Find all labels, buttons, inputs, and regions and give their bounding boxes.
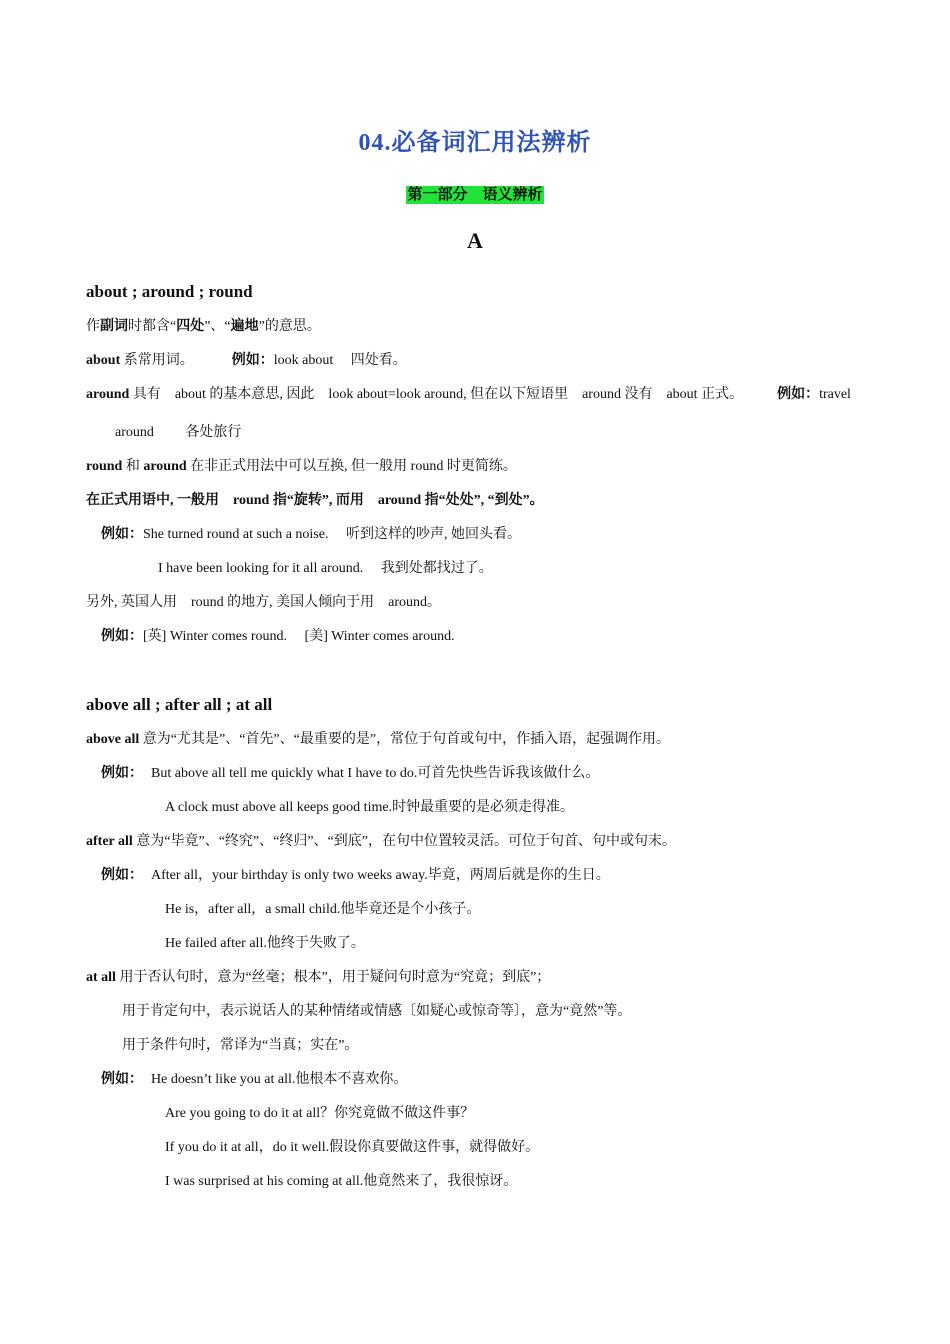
- example: 例如： After all，your birthday is only two weeks away.毕竟，两周后就是你的生日。: [101, 868, 610, 883]
- paragraph: about 系常用词。 例如：look about 四处看。: [86, 353, 407, 368]
- paragraph: 在正式用语中, 一般用 round 指“旋转”, 而用 around 指“处处”, “到处”。: [86, 493, 544, 508]
- example: He failed after all.他终于失败了。: [165, 936, 365, 951]
- letter-heading: A: [467, 228, 483, 253]
- document-title: 04.必备词汇用法辨析: [358, 130, 592, 156]
- paragraph: around 具有 about 的基本意思, 因此 look about=look around, 但在以下短语里 around 没有 about 正式。 例如：travel: [86, 387, 851, 402]
- paragraph: round 和 around 在非正式用法中可以互换, 但一般用 round 时更简练。: [86, 459, 517, 474]
- example: 例如：[英] Winter comes round. [美] Winter comes around.: [101, 629, 455, 644]
- example: I have been looking for it all around. 我到处都找过了。: [158, 561, 493, 576]
- section-heading-above-all: above all ; after all ; at all: [86, 695, 273, 714]
- paragraph: around 各处旅行: [115, 425, 242, 440]
- example: He is，after all，a small child.他毕竟还是个小孩子。: [165, 902, 481, 917]
- example: 例如：She turned round at such a noise. 听到这样的吵声, 她回头看。: [101, 527, 521, 542]
- part-heading: [0, 183, 950, 204]
- example: I was surprised at his coming at all.他竟然来了，我很惊讶。: [165, 1174, 518, 1189]
- part-heading-highlight: 第一部分 语义辨析: [407, 187, 543, 203]
- paragraph: above all 意为“尤其是”、“首先”、“最重要的是”，常位于句首或句中，作插入语，起强调作用。: [86, 732, 671, 747]
- paragraph: after all 意为“毕竟”、“终究”、“终归”、“到底”，在句中位置较灵活。可位于句首、句中或句末。: [86, 834, 676, 849]
- example: If you do it at all，do it well.假设你真要做这件事，就得做好。: [165, 1140, 540, 1155]
- example: 例如： He doesn’t like you at all.他根本不喜欢你。: [101, 1072, 408, 1087]
- section-heading-about: about ; around ; round: [86, 282, 253, 301]
- paragraph: at all 用于否认句时，意为“丝毫；根本”，用于疑问句时意为“究竟；到底”；: [86, 970, 551, 985]
- paragraph: 用于条件句时，常译为“当真；实在”。: [122, 1038, 359, 1053]
- paragraph: 作副词时都含“四处”、“遍地”的意思。: [86, 319, 321, 334]
- example: A clock must above all keeps good time.时钟最重要的是必须走得准。: [165, 800, 575, 815]
- paragraph: 用于肯定句中，表示说话人的某种情绪或情感〔如疑心或惊奇等〕，意为“竟然”等。: [122, 1004, 632, 1019]
- example: 例如： But above all tell me quickly what I have to do.可首先快些告诉我该做什么。: [101, 766, 600, 781]
- example: Are you going to do it at all？你究竟做不做这件事？: [165, 1106, 475, 1121]
- paragraph: 另外, 英国人用 round 的地方, 美国人倾向于用 around。: [86, 595, 442, 610]
